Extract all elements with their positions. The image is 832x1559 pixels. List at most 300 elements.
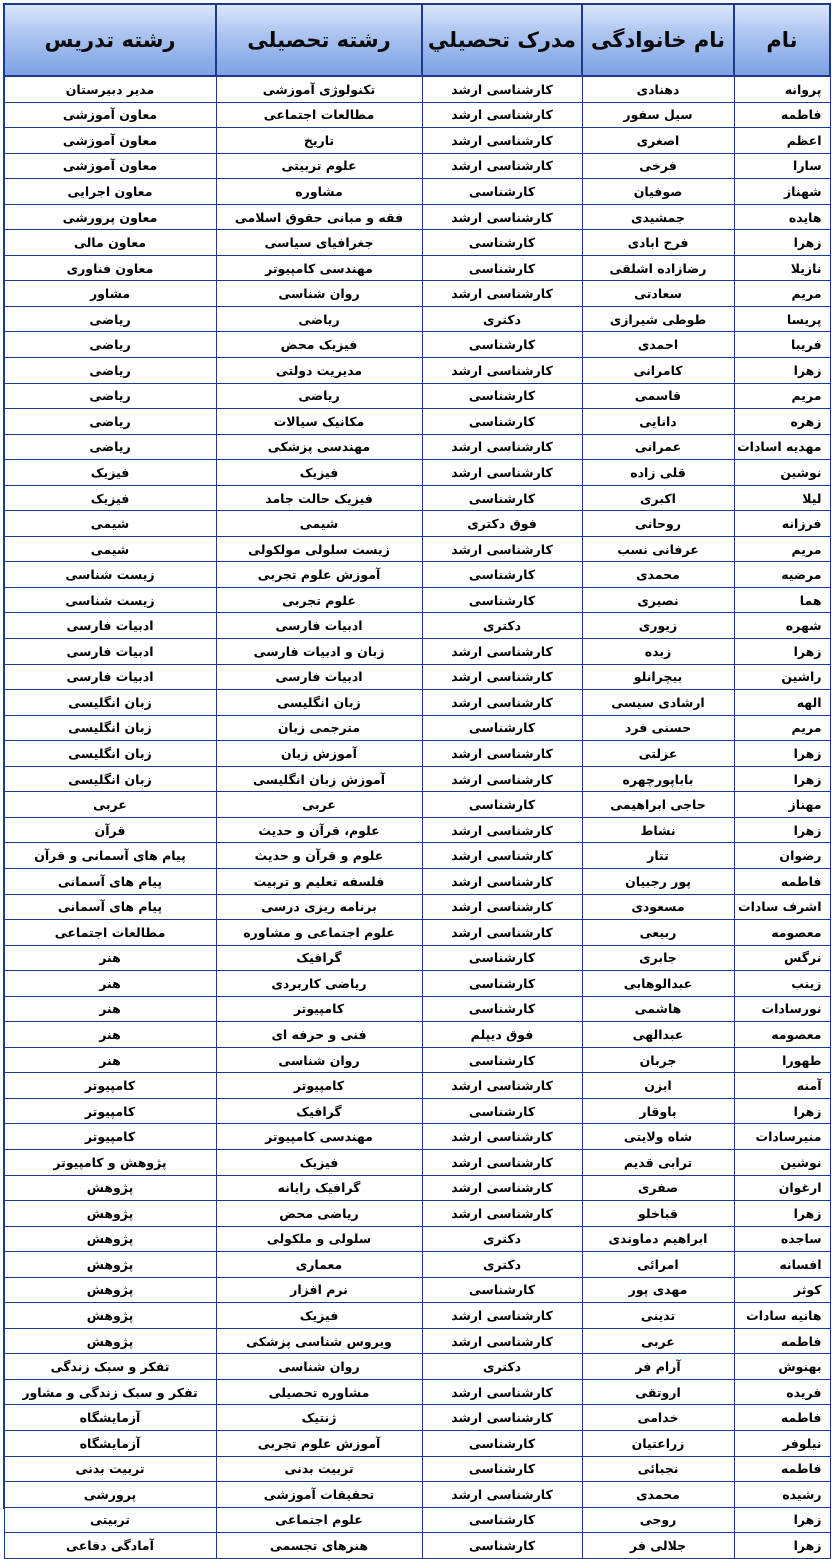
cell-degree: کارشناسی: [422, 562, 582, 588]
table-row: [4, 230, 830, 256]
cell-teaching-field: زیست شناسی: [4, 562, 216, 588]
table-row: [4, 587, 830, 613]
cell-last-name: بیچرانلو: [582, 664, 734, 690]
cell-last-name: عبدالهی: [582, 1022, 734, 1048]
cell-field-of-study: تکنولوژی آموزشی: [216, 76, 422, 102]
cell-field-of-study: تاریخ: [216, 128, 422, 154]
cell-last-name: قباخلو: [582, 1201, 734, 1227]
cell-first-name: نرگس: [734, 945, 830, 971]
cell-degree: دکتری: [422, 613, 582, 639]
cell-degree: دکتری: [422, 1226, 582, 1252]
cell-last-name: قاسمی: [582, 383, 734, 409]
cell-degree: کارشناسی ارشد: [422, 1201, 582, 1227]
cell-first-name: مرضیه: [734, 562, 830, 588]
cell-field-of-study: مترجمی زبان: [216, 715, 422, 741]
cell-last-name: زراعتیان: [582, 1430, 734, 1456]
cell-teaching-field: کامپیوتر: [4, 1098, 216, 1124]
cell-field-of-study: مشاوره تحصیلی: [216, 1379, 422, 1405]
cell-teaching-field: هنر: [4, 996, 216, 1022]
cell-last-name: زیوری: [582, 613, 734, 639]
cell-degree: کارشناسی ارشد: [422, 434, 582, 460]
cell-degree: کارشناسی: [422, 1277, 582, 1303]
table-row: [4, 204, 830, 230]
cell-teaching-field: زیست شناسی: [4, 587, 216, 613]
cell-last-name: تتار: [582, 843, 734, 869]
cell-teaching-field: کامپیوتر: [4, 1073, 216, 1099]
cell-teaching-field: ریاضی: [4, 409, 216, 435]
cell-first-name: نوشین: [734, 1149, 830, 1175]
table-row: [4, 1533, 830, 1559]
table-row: [4, 306, 830, 332]
table-row: [4, 894, 830, 920]
cell-field-of-study: فنی و حرفه ای: [216, 1022, 422, 1048]
cell-last-name: عمرانی: [582, 434, 734, 460]
cell-first-name: الهه: [734, 690, 830, 716]
cell-field-of-study: علوم تربیتی: [216, 153, 422, 179]
cell-first-name: لیلا: [734, 485, 830, 511]
cell-teaching-field: پیام های آسمانی: [4, 894, 216, 920]
cell-teaching-field: پژوهش و کامپیوتر: [4, 1149, 216, 1175]
table-row: [4, 1124, 830, 1150]
staff-table: [3, 3, 831, 1559]
cell-teaching-field: مشاور: [4, 281, 216, 307]
cell-teaching-field: تفکر و سبک زندگی و مشاور: [4, 1379, 216, 1405]
cell-degree: کارشناسی ارشد: [422, 664, 582, 690]
cell-teaching-field: عربی: [4, 792, 216, 818]
header-field-of-study: رشته تحصیلی: [216, 4, 422, 76]
cell-last-name: روحی: [582, 1507, 734, 1533]
cell-field-of-study: ویروس شناسی پزشکی: [216, 1328, 422, 1354]
cell-degree: کارشناسی: [422, 1047, 582, 1073]
cell-teaching-field: پژوهش: [4, 1201, 216, 1227]
cell-first-name: فاطمه: [734, 102, 830, 128]
cell-teaching-field: قرآن: [4, 817, 216, 843]
cell-first-name: فاطمه: [734, 1405, 830, 1431]
cell-first-name: معصومه: [734, 1022, 830, 1048]
cell-teaching-field: ادبیات فارسی: [4, 639, 216, 665]
cell-first-name: فاطمه: [734, 868, 830, 894]
table-row: [4, 332, 830, 358]
cell-degree: کارشناسی: [422, 1507, 582, 1533]
cell-field-of-study: معماری: [216, 1252, 422, 1278]
cell-field-of-study: زبان انگلیسی: [216, 690, 422, 716]
table-row: [4, 920, 830, 946]
header-last-name: نام خانوادگی: [582, 4, 734, 76]
cell-degree: کارشناسی ارشد: [422, 766, 582, 792]
cell-degree: کارشناسی ارشد: [422, 281, 582, 307]
cell-first-name: فاطمه: [734, 1328, 830, 1354]
cell-teaching-field: ریاضی: [4, 434, 216, 460]
cell-degree: کارشناسی: [422, 485, 582, 511]
cell-teaching-field: معاون پرورشی: [4, 204, 216, 230]
cell-teaching-field: معاون آموزشی: [4, 153, 216, 179]
table-row: [4, 1303, 830, 1329]
cell-first-name: اشرف سادات: [734, 894, 830, 920]
cell-degree: کارشناسی: [422, 332, 582, 358]
cell-degree: کارشناسی ارشد: [422, 1303, 582, 1329]
cell-last-name: جلالی فر: [582, 1533, 734, 1559]
cell-first-name: نورسادات: [734, 996, 830, 1022]
table-body: [4, 76, 830, 1558]
table-row: [4, 562, 830, 588]
cell-last-name: رضازاده اشلقی: [582, 255, 734, 281]
table-row: [4, 766, 830, 792]
cell-degree: کارشناسی: [422, 587, 582, 613]
cell-field-of-study: زیست سلولی مولکولی: [216, 536, 422, 562]
cell-last-name: ابزن: [582, 1073, 734, 1099]
cell-first-name: بهنوش: [734, 1354, 830, 1380]
table-row: [4, 1507, 830, 1533]
cell-first-name: اعظم: [734, 128, 830, 154]
table-row: [4, 153, 830, 179]
cell-field-of-study: تحقیقات آموزشی: [216, 1482, 422, 1508]
cell-last-name: پور رجبیان: [582, 868, 734, 894]
cell-first-name: منیرسادات: [734, 1124, 830, 1150]
cell-first-name: زهرا: [734, 817, 830, 843]
cell-teaching-field: مدیر دبیرستان: [4, 76, 216, 102]
header-degree: مدرک تحصیلي: [422, 4, 582, 76]
table-row: [4, 741, 830, 767]
cell-field-of-study: تربیت بدنی: [216, 1456, 422, 1482]
cell-first-name: معصومه: [734, 920, 830, 946]
cell-first-name: رشیده: [734, 1482, 830, 1508]
table-row: [4, 102, 830, 128]
cell-last-name: عبدالوهابی: [582, 971, 734, 997]
cell-first-name: زهرا: [734, 1201, 830, 1227]
cell-field-of-study: مدیریت دولتی: [216, 358, 422, 384]
cell-first-name: زهرا: [734, 741, 830, 767]
cell-teaching-field: تفکر و سبک زندگی: [4, 1354, 216, 1380]
table-row: [4, 792, 830, 818]
cell-first-name: هما: [734, 587, 830, 613]
table-row: [4, 358, 830, 384]
cell-last-name: کامرانی: [582, 358, 734, 384]
cell-first-name: پریسا: [734, 306, 830, 332]
cell-field-of-study: ادبیات فارسی: [216, 664, 422, 690]
cell-last-name: شاه ولایتی: [582, 1124, 734, 1150]
cell-field-of-study: شیمی: [216, 511, 422, 537]
table-row: [4, 1098, 830, 1124]
cell-first-name: زهرا: [734, 230, 830, 256]
cell-field-of-study: روان شناسی: [216, 1354, 422, 1380]
cell-teaching-field: ریاضی: [4, 306, 216, 332]
cell-degree: کارشناسی ارشد: [422, 1328, 582, 1354]
table-row: [4, 664, 830, 690]
cell-last-name: سیل سفور: [582, 102, 734, 128]
cell-field-of-study: آموزش زبان انگلیسی: [216, 766, 422, 792]
table-row: [4, 1149, 830, 1175]
cell-field-of-study: آموزش زبان: [216, 741, 422, 767]
cell-last-name: قلی زاده: [582, 460, 734, 486]
cell-teaching-field: پژوهش: [4, 1328, 216, 1354]
cell-degree: کارشناسی ارشد: [422, 128, 582, 154]
cell-last-name: محمدی: [582, 1482, 734, 1508]
table-row: [4, 281, 830, 307]
cell-teaching-field: ادبیات فارسی: [4, 613, 216, 639]
cell-degree: کارشناسی ارشد: [422, 894, 582, 920]
table-row: [4, 613, 830, 639]
cell-degree: کارشناسی ارشد: [422, 153, 582, 179]
cell-teaching-field: ریاضی: [4, 332, 216, 358]
table-row: [4, 76, 830, 102]
cell-last-name: سعادتی: [582, 281, 734, 307]
table-row: [4, 1226, 830, 1252]
cell-field-of-study: آموزش علوم تجربی: [216, 562, 422, 588]
cell-teaching-field: پژوهش: [4, 1252, 216, 1278]
cell-field-of-study: مهندسی کامپیوتر: [216, 255, 422, 281]
cell-degree: کارشناسی ارشد: [422, 460, 582, 486]
table-row: [4, 485, 830, 511]
table-row: [4, 255, 830, 281]
cell-degree: کارشناسی: [422, 255, 582, 281]
cell-degree: کارشناسی ارشد: [422, 741, 582, 767]
cell-last-name: نشاط: [582, 817, 734, 843]
cell-teaching-field: زبان انگلیسی: [4, 715, 216, 741]
cell-field-of-study: علوم، قرآن و حدیث: [216, 817, 422, 843]
table-row: [4, 511, 830, 537]
table-row: [4, 434, 830, 460]
cell-first-name: زهرا: [734, 1507, 830, 1533]
cell-first-name: نیلوفر: [734, 1430, 830, 1456]
cell-last-name: آرام فر: [582, 1354, 734, 1380]
table-row: [4, 1354, 830, 1380]
cell-field-of-study: جغرافیای سیاسی: [216, 230, 422, 256]
cell-degree: کارشناسی: [422, 971, 582, 997]
cell-field-of-study: فیزیک: [216, 1303, 422, 1329]
cell-degree: دکتری: [422, 1354, 582, 1380]
cell-teaching-field: ریاضی: [4, 358, 216, 384]
cell-field-of-study: مطالعات اجتماعی: [216, 102, 422, 128]
cell-last-name: دهنادی: [582, 76, 734, 102]
cell-last-name: خدامی: [582, 1405, 734, 1431]
table-row: [4, 817, 830, 843]
cell-teaching-field: مطالعات اجتماعی: [4, 920, 216, 946]
table-row: [4, 639, 830, 665]
cell-teaching-field: پژوهش: [4, 1303, 216, 1329]
cell-teaching-field: فیزیک: [4, 460, 216, 486]
cell-teaching-field: هنر: [4, 945, 216, 971]
cell-field-of-study: نرم افزار: [216, 1277, 422, 1303]
cell-last-name: محمدی: [582, 562, 734, 588]
cell-last-name: ربیعی: [582, 920, 734, 946]
cell-field-of-study: ریاضی کاربردی: [216, 971, 422, 997]
cell-field-of-study: ریاضی: [216, 306, 422, 332]
cell-teaching-field: ریاضی: [4, 383, 216, 409]
cell-teaching-field: تربیت بدنی: [4, 1456, 216, 1482]
cell-field-of-study: فیزیک محض: [216, 332, 422, 358]
table-row: [4, 409, 830, 435]
cell-field-of-study: کامپیوتر: [216, 1073, 422, 1099]
cell-teaching-field: آمادگی دفاعی: [4, 1533, 216, 1559]
table-row: [4, 1482, 830, 1508]
header-row: [4, 4, 830, 76]
cell-teaching-field: معاون آموزشی: [4, 102, 216, 128]
cell-last-name: اروتقی: [582, 1379, 734, 1405]
cell-last-name: حاجی ابراهیمی: [582, 792, 734, 818]
cell-first-name: زهره: [734, 409, 830, 435]
cell-first-name: ساجده: [734, 1226, 830, 1252]
cell-degree: کارشناسی ارشد: [422, 639, 582, 665]
cell-teaching-field: پژوهش: [4, 1226, 216, 1252]
cell-last-name: صفری: [582, 1175, 734, 1201]
cell-field-of-study: گرافیک: [216, 945, 422, 971]
cell-last-name: باوقار: [582, 1098, 734, 1124]
cell-degree: کارشناسی: [422, 792, 582, 818]
cell-field-of-study: مهندسی کامپیوتر: [216, 1124, 422, 1150]
cell-last-name: امرائی: [582, 1252, 734, 1278]
cell-last-name: طوطی شیرازی: [582, 306, 734, 332]
cell-first-name: فریده: [734, 1379, 830, 1405]
cell-field-of-study: ریاضی محض: [216, 1201, 422, 1227]
cell-teaching-field: آزمایشگاه: [4, 1430, 216, 1456]
cell-degree: کارشناسی ارشد: [422, 1124, 582, 1150]
cell-first-name: شهره: [734, 613, 830, 639]
cell-last-name: دانایی: [582, 409, 734, 435]
cell-first-name: هانیه سادات: [734, 1303, 830, 1329]
cell-field-of-study: عربی: [216, 792, 422, 818]
cell-last-name: تدینی: [582, 1303, 734, 1329]
cell-first-name: نازیلا: [734, 255, 830, 281]
cell-field-of-study: فیزیک حالت جامد: [216, 485, 422, 511]
table-row: [4, 1405, 830, 1431]
cell-field-of-study: مکانیک سیالات: [216, 409, 422, 435]
cell-last-name: ترابی قدیم: [582, 1149, 734, 1175]
header-teaching-field: رشته تدریس: [4, 4, 216, 76]
cell-field-of-study: فلسفه تعلیم و تربیت: [216, 868, 422, 894]
table-row: [4, 383, 830, 409]
cell-first-name: راشین: [734, 664, 830, 690]
cell-field-of-study: سلولی و ملکولی: [216, 1226, 422, 1252]
cell-last-name: جابری: [582, 945, 734, 971]
cell-teaching-field: زبان انگلیسی: [4, 741, 216, 767]
cell-first-name: زهرا: [734, 1098, 830, 1124]
cell-field-of-study: هنرهای تجسمی: [216, 1533, 422, 1559]
cell-last-name: جمشیدی: [582, 204, 734, 230]
cell-degree: کارشناسی ارشد: [422, 1405, 582, 1431]
cell-first-name: مریم: [734, 536, 830, 562]
cell-degree: کارشناسی: [422, 179, 582, 205]
cell-last-name: باباپورچهره: [582, 766, 734, 792]
cell-field-of-study: علوم تجربی: [216, 587, 422, 613]
cell-first-name: آمنه: [734, 1073, 830, 1099]
cell-first-name: فریبا: [734, 332, 830, 358]
cell-degree: فوق دیپلم: [422, 1022, 582, 1048]
cell-first-name: مریم: [734, 715, 830, 741]
cell-degree: فوق دکتری: [422, 511, 582, 537]
cell-degree: دکتری: [422, 306, 582, 332]
cell-last-name: عزلتی: [582, 741, 734, 767]
cell-teaching-field: معاون اجرایی: [4, 179, 216, 205]
table-row: [4, 1175, 830, 1201]
cell-last-name: احمدی: [582, 332, 734, 358]
cell-first-name: رضوان: [734, 843, 830, 869]
cell-field-of-study: ریاضی: [216, 383, 422, 409]
cell-field-of-study: فیزیک: [216, 1149, 422, 1175]
cell-teaching-field: معاون مالی: [4, 230, 216, 256]
cell-last-name: صوفیان: [582, 179, 734, 205]
cell-degree: کارشناسی ارشد: [422, 1482, 582, 1508]
cell-degree: کارشناسی ارشد: [422, 536, 582, 562]
cell-teaching-field: معاون آموزشی: [4, 128, 216, 154]
cell-degree: کارشناسی ارشد: [422, 868, 582, 894]
cell-teaching-field: ادبیات فارسی: [4, 664, 216, 690]
cell-last-name: حسنی فرد: [582, 715, 734, 741]
cell-last-name: مهدی پور: [582, 1277, 734, 1303]
cell-teaching-field: هنر: [4, 1022, 216, 1048]
cell-degree: کارشناسی ارشد: [422, 76, 582, 102]
cell-teaching-field: شیمی: [4, 536, 216, 562]
cell-last-name: فرح ابادی: [582, 230, 734, 256]
cell-last-name: ارشادی سیسی: [582, 690, 734, 716]
cell-degree: کارشناسی: [422, 1098, 582, 1124]
table-row: [4, 1379, 830, 1405]
cell-degree: دکتری: [422, 1252, 582, 1278]
cell-degree: کارشناسی: [422, 230, 582, 256]
cell-last-name: فرخی: [582, 153, 734, 179]
cell-teaching-field: پیام های آسمانی و قرآن: [4, 843, 216, 869]
cell-first-name: افسانه: [734, 1252, 830, 1278]
cell-degree: کارشناسی ارشد: [422, 843, 582, 869]
table-row: [4, 1047, 830, 1073]
table-row: [4, 996, 830, 1022]
cell-first-name: نوشین: [734, 460, 830, 486]
cell-teaching-field: زبان انگلیسی: [4, 690, 216, 716]
cell-field-of-study: علوم اجتماعی: [216, 1507, 422, 1533]
table-row: [4, 868, 830, 894]
table-row: [4, 690, 830, 716]
cell-field-of-study: فقه و مبانی حقوق اسلامی: [216, 204, 422, 230]
cell-field-of-study: گرافیک رایانه: [216, 1175, 422, 1201]
cell-first-name: زهرا: [734, 639, 830, 665]
table-row: [4, 1430, 830, 1456]
cell-teaching-field: پژوهش: [4, 1277, 216, 1303]
table-row: [4, 971, 830, 997]
table-row: [4, 715, 830, 741]
cell-field-of-study: فیزیک: [216, 460, 422, 486]
cell-degree: کارشناسی ارشد: [422, 1379, 582, 1405]
cell-first-name: زینب: [734, 971, 830, 997]
cell-first-name: فاطمه: [734, 1456, 830, 1482]
cell-first-name: مریم: [734, 281, 830, 307]
cell-teaching-field: زبان انگلیسی: [4, 766, 216, 792]
cell-degree: کارشناسی ارشد: [422, 920, 582, 946]
table-row: [4, 1328, 830, 1354]
cell-teaching-field: کامپیوتر: [4, 1124, 216, 1150]
cell-first-name: کوثر: [734, 1277, 830, 1303]
cell-field-of-study: ادبیات فارسی: [216, 613, 422, 639]
cell-first-name: مریم: [734, 383, 830, 409]
cell-last-name: عرفانی نسب: [582, 536, 734, 562]
cell-degree: کارشناسی ارشد: [422, 1175, 582, 1201]
cell-last-name: نجبائی: [582, 1456, 734, 1482]
cell-degree: کارشناسی ارشد: [422, 204, 582, 230]
cell-last-name: اصغری: [582, 128, 734, 154]
cell-field-of-study: روان شناسی: [216, 281, 422, 307]
cell-teaching-field: فیزیک: [4, 485, 216, 511]
cell-degree: کارشناسی: [422, 409, 582, 435]
cell-field-of-study: مشاوره: [216, 179, 422, 205]
cell-first-name: زهرا: [734, 358, 830, 384]
cell-last-name: نصیری: [582, 587, 734, 613]
cell-first-name: طهورا: [734, 1047, 830, 1073]
cell-degree: کارشناسی: [422, 996, 582, 1022]
cell-degree: کارشناسی ارشد: [422, 1149, 582, 1175]
cell-first-name: سارا: [734, 153, 830, 179]
cell-first-name: هایده: [734, 204, 830, 230]
cell-last-name: جربان: [582, 1047, 734, 1073]
table-row: [4, 1073, 830, 1099]
cell-field-of-study: برنامه ریزی درسی: [216, 894, 422, 920]
